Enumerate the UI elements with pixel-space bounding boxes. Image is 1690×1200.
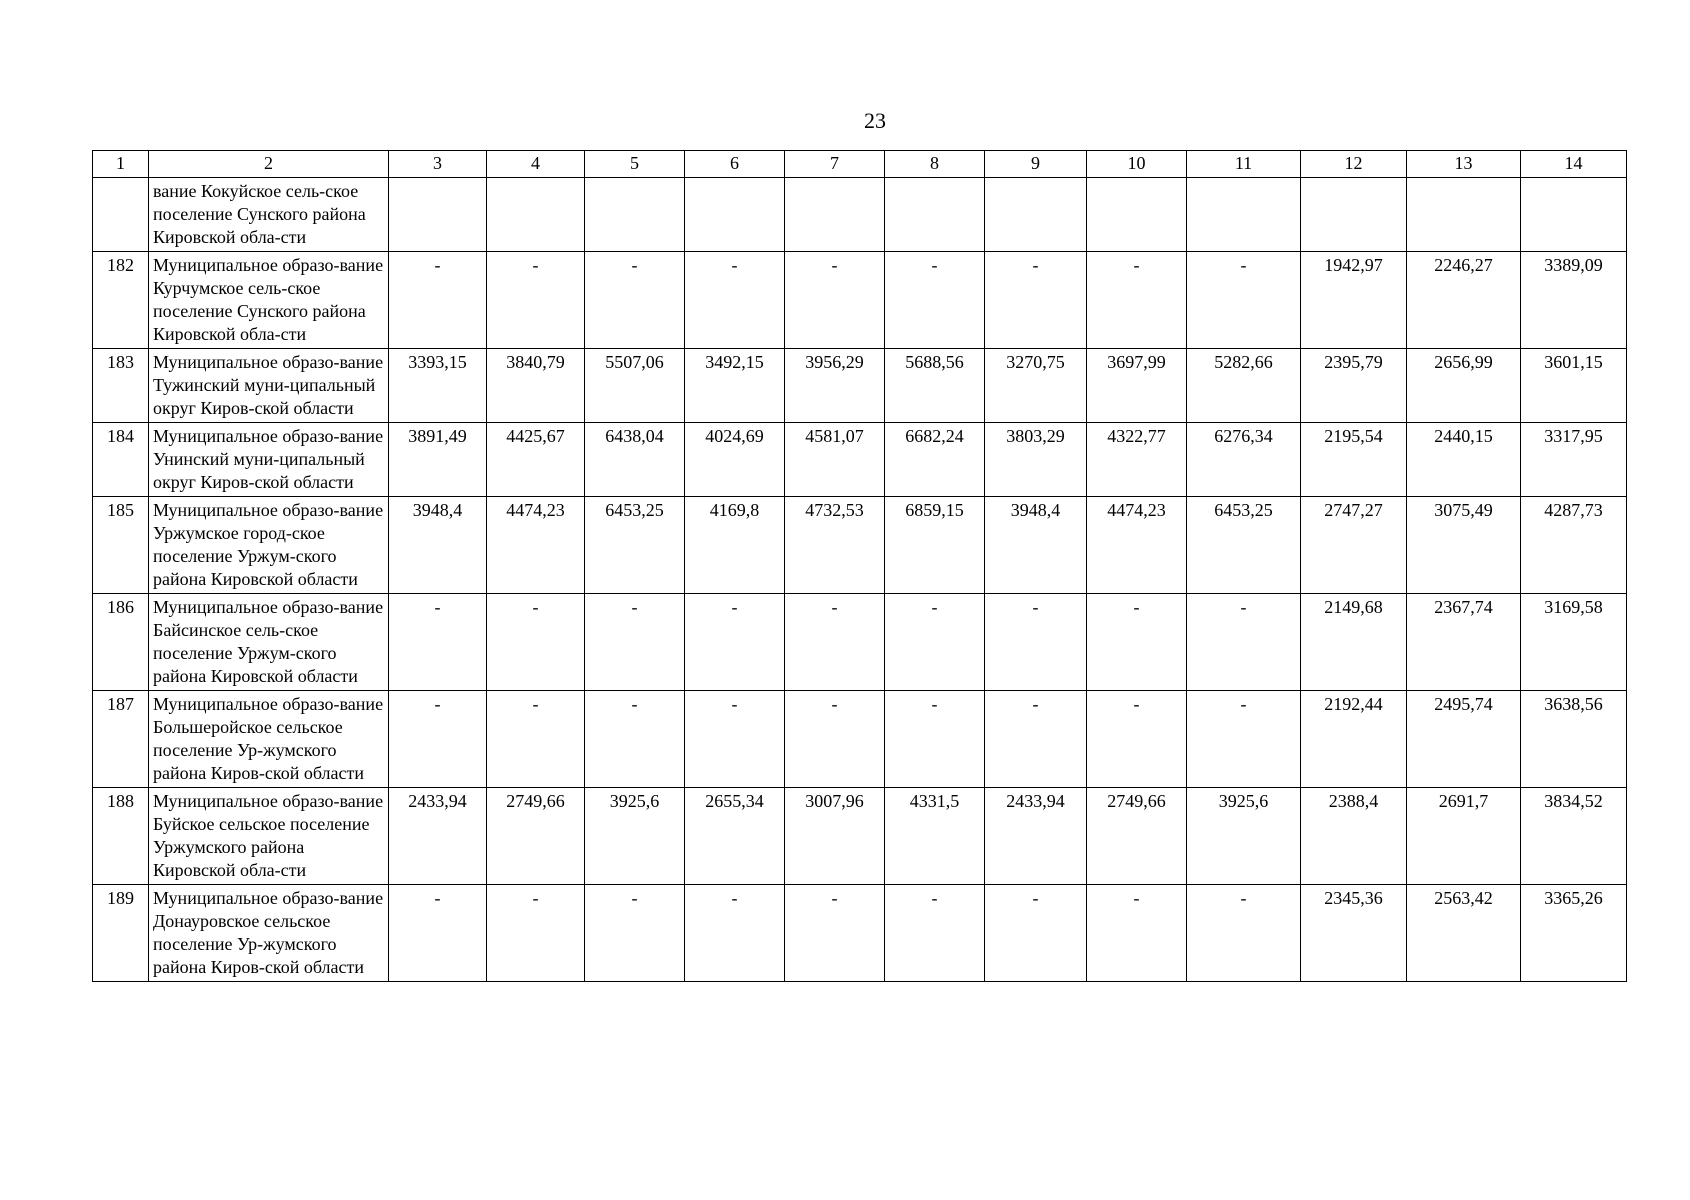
value-cell-col-10: - <box>1087 594 1187 691</box>
value-cell-col-12: 1942,97 <box>1301 252 1407 349</box>
value-cell-col-13: 2246,27 <box>1407 252 1521 349</box>
municipality-name: Муниципальное образо-вание Буйское сельское поселение Уржумского района Кировской обла-сти <box>149 788 389 885</box>
value-cell-col-7: 4581,07 <box>785 423 885 497</box>
municipality-name: Муниципальное образо-вание Байсинское сель-ское поселение Уржум-ского района Кировской области <box>149 594 389 691</box>
value-cell-col-6: - <box>685 594 785 691</box>
page-number: 23 <box>864 108 886 133</box>
column-header-2: 2 <box>149 151 389 178</box>
value-cell-col-13: 2495,74 <box>1407 691 1521 788</box>
municipality-name: Муниципальное образо-вание Тужинский муни-ципальный округ Киров-ской области <box>149 349 389 423</box>
value-cell-col-6 <box>685 178 785 252</box>
value-cell-col-11: 3925,6 <box>1187 788 1301 885</box>
value-cell-col-10: 3697,99 <box>1087 349 1187 423</box>
municipality-name: Муниципальное образо-вание Большеройское сельское поселение Ур-жумского района Киров-ской области <box>149 691 389 788</box>
value-cell-col-4: 3840,79 <box>487 349 585 423</box>
value-cell-col-11: - <box>1187 885 1301 982</box>
value-cell-col-9: 3803,29 <box>985 423 1087 497</box>
value-cell-col-9 <box>985 178 1087 252</box>
row-number: 187 <box>93 691 149 788</box>
value-cell-col-12: 2395,79 <box>1301 349 1407 423</box>
value-cell-col-3: 3948,4 <box>389 497 487 594</box>
table-row <box>93 497 1627 594</box>
value-cell-col-4: 4425,67 <box>487 423 585 497</box>
value-cell-col-12: 2747,27 <box>1301 497 1407 594</box>
value-cell-col-10 <box>1087 178 1187 252</box>
table-row <box>93 691 1627 788</box>
value-cell-col-3: - <box>389 594 487 691</box>
value-cell-col-13: 2691,7 <box>1407 788 1521 885</box>
value-cell-col-9: - <box>985 252 1087 349</box>
value-cell-col-3 <box>389 178 487 252</box>
table-row <box>93 885 1627 982</box>
value-cell-col-7: - <box>785 885 885 982</box>
column-header-6: 6 <box>685 151 785 178</box>
value-cell-col-10: - <box>1087 885 1187 982</box>
table-row <box>93 252 1627 349</box>
column-header-10: 10 <box>1087 151 1187 178</box>
column-header-4: 4 <box>487 151 585 178</box>
value-cell-col-9: - <box>985 691 1087 788</box>
value-cell-col-11: - <box>1187 252 1301 349</box>
column-header-14: 14 <box>1521 151 1627 178</box>
value-cell-col-14: 3601,15 <box>1521 349 1627 423</box>
value-cell-col-8 <box>885 178 985 252</box>
value-cell-col-11: 6453,25 <box>1187 497 1301 594</box>
value-cell-col-11 <box>1187 178 1301 252</box>
value-cell-col-5: 5507,06 <box>585 349 685 423</box>
value-cell-col-6: - <box>685 885 785 982</box>
value-cell-col-8: 6682,24 <box>885 423 985 497</box>
value-cell-col-8: 6859,15 <box>885 497 985 594</box>
value-cell-col-7: - <box>785 594 885 691</box>
table-row <box>93 788 1627 885</box>
value-cell-col-7: - <box>785 691 885 788</box>
value-cell-col-8: 5688,56 <box>885 349 985 423</box>
value-cell-col-10: 2749,66 <box>1087 788 1187 885</box>
value-cell-col-9: 2433,94 <box>985 788 1087 885</box>
value-cell-col-3: 2433,94 <box>389 788 487 885</box>
value-cell-col-14: 3834,52 <box>1521 788 1627 885</box>
value-cell-col-6: 4024,69 <box>685 423 785 497</box>
municipality-name: Муниципальное образо-вание Курчумское сель-ское поселение Сунского района Кировской обла-сти <box>149 252 389 349</box>
value-cell-col-8: 4331,5 <box>885 788 985 885</box>
value-cell-col-14: 3389,09 <box>1521 252 1627 349</box>
row-number <box>93 178 149 252</box>
value-cell-col-5: - <box>585 594 685 691</box>
value-cell-col-12: 2388,4 <box>1301 788 1407 885</box>
value-cell-col-13: 3075,49 <box>1407 497 1521 594</box>
value-cell-col-8: - <box>885 252 985 349</box>
value-cell-col-9: 3948,4 <box>985 497 1087 594</box>
value-cell-col-6: - <box>685 252 785 349</box>
value-cell-col-6: 4169,8 <box>685 497 785 594</box>
column-header-9: 9 <box>985 151 1087 178</box>
value-cell-col-13: 2563,42 <box>1407 885 1521 982</box>
value-cell-col-7 <box>785 178 885 252</box>
value-cell-col-10: 4322,77 <box>1087 423 1187 497</box>
table-row <box>93 178 1627 252</box>
column-header-11: 11 <box>1187 151 1301 178</box>
row-number: 189 <box>93 885 149 982</box>
value-cell-col-6: 2655,34 <box>685 788 785 885</box>
value-cell-col-10: 4474,23 <box>1087 497 1187 594</box>
value-cell-col-8: - <box>885 885 985 982</box>
column-header-1: 1 <box>93 151 149 178</box>
value-cell-col-4: 2749,66 <box>487 788 585 885</box>
row-number: 185 <box>93 497 149 594</box>
value-cell-col-3: - <box>389 691 487 788</box>
value-cell-col-4 <box>487 178 585 252</box>
value-cell-col-5: 6438,04 <box>585 423 685 497</box>
value-cell-col-14: 4287,73 <box>1521 497 1627 594</box>
column-header-8: 8 <box>885 151 985 178</box>
value-cell-col-7: - <box>785 252 885 349</box>
value-cell-col-14: 3317,95 <box>1521 423 1627 497</box>
value-cell-col-14: 3169,58 <box>1521 594 1627 691</box>
column-header-12: 12 <box>1301 151 1407 178</box>
row-number: 183 <box>93 349 149 423</box>
value-cell-col-9: - <box>985 594 1087 691</box>
table-row <box>93 594 1627 691</box>
row-number: 184 <box>93 423 149 497</box>
value-cell-col-8: - <box>885 594 985 691</box>
value-cell-col-5 <box>585 178 685 252</box>
value-cell-col-7: 3007,96 <box>785 788 885 885</box>
value-cell-col-11: 6276,34 <box>1187 423 1301 497</box>
table-header-row <box>93 151 1627 178</box>
value-cell-col-10: - <box>1087 252 1187 349</box>
value-cell-col-13 <box>1407 178 1521 252</box>
value-cell-col-10: - <box>1087 691 1187 788</box>
value-cell-col-13: 2656,99 <box>1407 349 1521 423</box>
column-header-5: 5 <box>585 151 685 178</box>
value-cell-col-4: - <box>487 252 585 349</box>
value-cell-col-12 <box>1301 178 1407 252</box>
municipality-name: вание Кокуйское сель-ское поселение Сунского района Кировской обла-сти <box>149 178 389 252</box>
column-header-3: 3 <box>389 151 487 178</box>
row-number: 186 <box>93 594 149 691</box>
value-cell-col-3: - <box>389 885 487 982</box>
value-cell-col-5: - <box>585 252 685 349</box>
value-cell-col-5: - <box>585 885 685 982</box>
value-cell-col-12: 2192,44 <box>1301 691 1407 788</box>
tariff-table <box>92 150 1627 982</box>
municipality-name: Муниципальное образо-вание Донауровское сельское поселение Ур-жумского района Киров-ской области <box>149 885 389 982</box>
municipality-name: Муниципальное образо-вание Унинский муни-ципальный округ Киров-ской области <box>149 423 389 497</box>
value-cell-col-6: - <box>685 691 785 788</box>
value-cell-col-9: - <box>985 885 1087 982</box>
column-header-7: 7 <box>785 151 885 178</box>
value-cell-col-5: 3925,6 <box>585 788 685 885</box>
value-cell-col-11: 5282,66 <box>1187 349 1301 423</box>
value-cell-col-3: 3393,15 <box>389 349 487 423</box>
value-cell-col-12: 2195,54 <box>1301 423 1407 497</box>
value-cell-col-14: 3365,26 <box>1521 885 1627 982</box>
municipality-name: Муниципальное образо-вание Уржумское город-ское поселение Уржум-ского района Кировской области <box>149 497 389 594</box>
value-cell-col-14 <box>1521 178 1627 252</box>
value-cell-col-3: - <box>389 252 487 349</box>
value-cell-col-6: 3492,15 <box>685 349 785 423</box>
value-cell-col-11: - <box>1187 594 1301 691</box>
column-header-13: 13 <box>1407 151 1521 178</box>
value-cell-col-13: 2367,74 <box>1407 594 1521 691</box>
value-cell-col-4: - <box>487 691 585 788</box>
value-cell-col-12: 2149,68 <box>1301 594 1407 691</box>
value-cell-col-4: - <box>487 594 585 691</box>
table-row <box>93 349 1627 423</box>
row-number: 182 <box>93 252 149 349</box>
value-cell-col-7: 4732,53 <box>785 497 885 594</box>
row-number: 188 <box>93 788 149 885</box>
value-cell-col-7: 3956,29 <box>785 349 885 423</box>
value-cell-col-14: 3638,56 <box>1521 691 1627 788</box>
value-cell-col-4: - <box>487 885 585 982</box>
value-cell-col-5: - <box>585 691 685 788</box>
table-row <box>93 423 1627 497</box>
value-cell-col-5: 6453,25 <box>585 497 685 594</box>
value-cell-col-12: 2345,36 <box>1301 885 1407 982</box>
value-cell-col-8: - <box>885 691 985 788</box>
value-cell-col-11: - <box>1187 691 1301 788</box>
value-cell-col-3: 3891,49 <box>389 423 487 497</box>
value-cell-col-13: 2440,15 <box>1407 423 1521 497</box>
value-cell-col-4: 4474,23 <box>487 497 585 594</box>
value-cell-col-9: 3270,75 <box>985 349 1087 423</box>
